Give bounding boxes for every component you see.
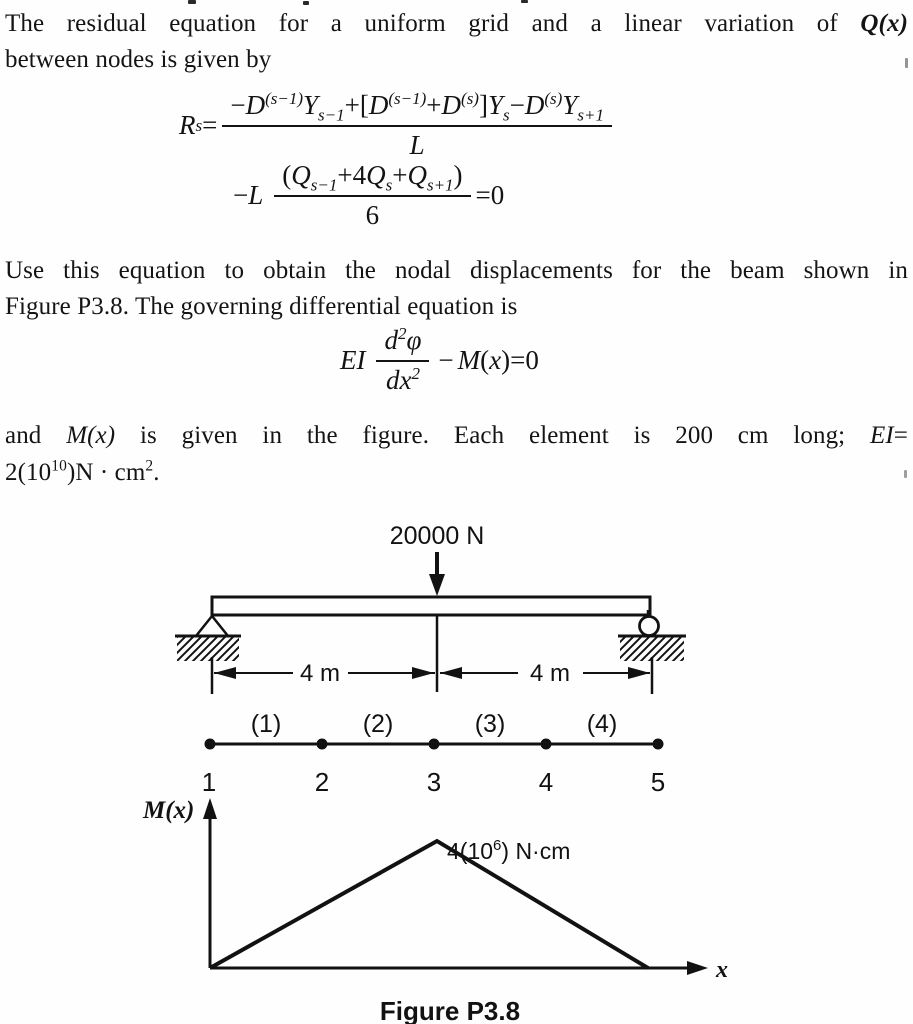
- node-label: 2: [314, 767, 330, 797]
- body-text: between nodes is given by: [5, 46, 272, 73]
- body-text: is given in the figure. Each element is 200 cm long;: [139, 422, 846, 449]
- paragraph-2-line-2: [5, 290, 908, 324]
- node-dot: [541, 739, 552, 750]
- dimension-label-right: 4 m: [529, 660, 571, 687]
- figure-caption: Figure P3.8: [379, 996, 521, 1024]
- scan-artifact: [521, 0, 528, 3]
- node-dot: [429, 739, 440, 750]
- paragraph-1-line-2: [5, 43, 908, 77]
- node-dot: [653, 739, 664, 750]
- body-text: Use this equation to obtain the nodal displacements for the beam shown in: [5, 257, 908, 284]
- element-label: (1): [250, 710, 282, 738]
- body-text: Figure P3.8. The governing differential equation is: [5, 293, 518, 320]
- node-label: 5: [650, 767, 666, 797]
- point-load-arrowhead-icon: [429, 574, 445, 596]
- dim-arrowhead-icon: [214, 667, 236, 679]
- node-label: 4: [538, 767, 554, 797]
- moment-peak-exponent: 6: [493, 837, 502, 854]
- body-text: )N · cm: [66, 459, 146, 486]
- roller-support: [640, 617, 659, 636]
- body-text: 2(10: [5, 459, 52, 486]
- moment-peak-label-text: ) N·cm: [501, 838, 571, 864]
- scan-artifact: [188, 0, 196, 4]
- x-axis-label: x: [716, 957, 728, 983]
- x-axis-arrowhead-icon: [687, 961, 708, 975]
- pin-support: [196, 616, 228, 636]
- dim-arrowhead-icon: [628, 667, 650, 679]
- body-text: =: [893, 422, 908, 449]
- moment-peak-label: [447, 837, 570, 864]
- figure-p3-8: [0, 510, 913, 1024]
- node-dot: [205, 739, 216, 750]
- body-text: and: [5, 422, 42, 449]
- scan-artifact: [303, 1, 309, 5]
- exponent: 2: [145, 457, 154, 475]
- paragraph-3-line-1: [5, 419, 908, 453]
- paragraph-1-line-1: [5, 7, 908, 41]
- ei-symbol: EI: [870, 422, 894, 449]
- exponent: 10: [51, 457, 67, 475]
- node-dot: [317, 739, 328, 750]
- node-label: 1: [201, 767, 217, 797]
- qx-symbol: Q(x): [860, 10, 909, 37]
- node-label: 3: [426, 767, 442, 797]
- dim-arrowhead-icon: [412, 667, 434, 679]
- moment-diagram-triangle: [210, 841, 648, 968]
- residual-equation-line-1: R s = $\frac{-D^{(s-1)}Y_{s-1}+[D^{(s-1)}+D^{(s)}]Y_s-D^{(s)}Y_{s+1}}{L}$: [179, 90, 617, 161]
- residual-equation-line-2: − L $\frac{(Q_{s-1}+4Q_s+Q_{s+1})}{6}$ = 0: [233, 160, 505, 230]
- beam: [212, 597, 650, 615]
- y-axis-arrowhead-icon: [203, 798, 217, 819]
- body-text: .: [153, 459, 160, 486]
- paragraph-3-line-2: [5, 456, 908, 490]
- paragraph-2-line-1: [5, 254, 908, 288]
- element-label: (4): [586, 710, 618, 738]
- element-label: (2): [362, 710, 394, 738]
- dim-arrowhead-icon: [440, 667, 462, 679]
- mx-symbol: M(x): [66, 422, 116, 449]
- ground-hatch-left: [177, 636, 239, 661]
- body-text: The residual equation for a uniform grid and a linear variation of: [5, 10, 838, 37]
- governing-equation: EI $\frac{d^2\varphi}{dx^2}$ − M ( x ) = 0: [340, 324, 539, 395]
- dimension-label-left: 4 m: [299, 660, 341, 687]
- element-label: (3): [474, 710, 506, 738]
- load-label: 20000 N: [389, 522, 485, 550]
- moment-peak-label-text: 4(10: [447, 838, 494, 864]
- moment-axis-label: M(x): [143, 797, 195, 824]
